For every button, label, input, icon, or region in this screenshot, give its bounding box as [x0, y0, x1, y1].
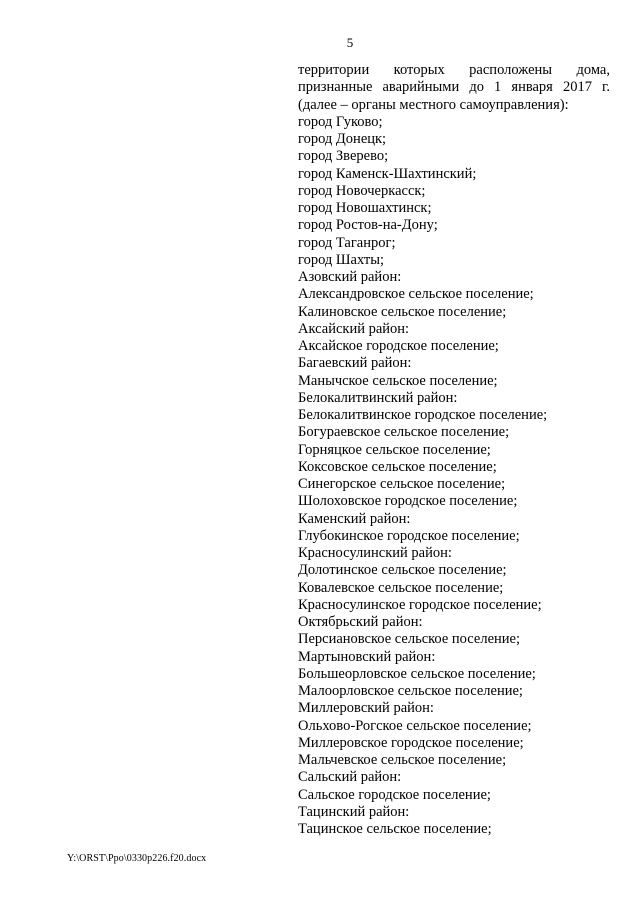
file-path-footer: Y:\ORST\Ppo\0330p226.f20.docx — [67, 853, 207, 864]
list-item: Синегорское сельское поселение; — [298, 476, 506, 492]
list-item: Мальчевское сельское поселение; — [298, 752, 507, 768]
list-item: Богураевское сельское поселение; — [298, 424, 510, 441]
document-body — [298, 62, 610, 838]
municipality-list — [298, 114, 610, 839]
list-item: Белокалитвинский район: — [298, 389, 458, 406]
list-item: Сальское городское поселение; — [298, 786, 491, 803]
list-item: Большеорловское сельское поселение; — [298, 665, 536, 682]
list-item: Малоорловское сельское поселение; — [298, 683, 523, 699]
intro-line-2: признанные аварийными до 1 января 2017 г. — [298, 79, 610, 96]
list-item: Тацинский район: — [298, 803, 410, 820]
list-item: Тацинское сельское поселение; — [298, 821, 492, 837]
list-item: город Ростов-на-Дону; — [298, 217, 438, 234]
list-item: Персиановское сельское поселение; — [298, 631, 520, 648]
list-item: Миллеровский район: — [298, 700, 434, 717]
list-item: Аксайский район: — [298, 320, 410, 337]
list-item: Миллеровское городское поселение; — [298, 734, 524, 751]
list-item: Ковалевское сельское поселение; — [298, 579, 504, 596]
list-item: город Зверево; — [298, 148, 389, 165]
list-item: Каменский район: — [298, 510, 411, 527]
list-item: Красносулинское городское поселение; — [298, 596, 542, 613]
list-item: Азовский район: — [298, 269, 402, 285]
intro-line-3: (далее – органы местного самоуправления): — [298, 96, 569, 113]
list-item: город Шахты; — [298, 251, 384, 268]
list-item: Александровское сельское поселение; — [298, 286, 534, 303]
list-item: Сальский район: — [298, 769, 402, 786]
list-item: Манычское сельское поселение; — [298, 372, 498, 389]
list-item: Шолоховское городское поселение; — [298, 493, 518, 510]
list-item: Октябрьский район: — [298, 614, 423, 630]
list-item: город Донецк; — [298, 131, 387, 147]
list-item: Глубокинское городское поселение; — [298, 527, 520, 544]
list-item: Коксовское сельское поселение; — [298, 458, 497, 475]
list-item: город Новочеркасск; — [298, 182, 426, 199]
list-item: Аксайское городское поселение; — [298, 338, 499, 354]
list-item: город Таганрог; — [298, 234, 396, 251]
list-item: Багаевский район: — [298, 355, 412, 372]
list-item: город Каменск-Шахтинский; — [298, 165, 477, 182]
list-item: Долотинское сельское поселение; — [298, 562, 507, 579]
page-number: 5 — [346, 35, 354, 50]
list-item: Горняцкое сельское поселение; — [298, 441, 491, 458]
list-item: Белокалитвинское городское поселение; — [298, 407, 548, 423]
list-item: Ольховo-Рогское сельское поселение; — [298, 717, 532, 734]
list-item: Калиновское сельское поселение; — [298, 303, 507, 320]
list-item: Мартыновский район: — [298, 648, 436, 665]
intro-line-1: территории которых расположены дома, — [298, 62, 610, 78]
list-item: город Новошахтинск; — [298, 200, 432, 216]
list-item: город Гуково; — [298, 113, 383, 130]
list-item: Красносулинский район: — [298, 545, 452, 561]
